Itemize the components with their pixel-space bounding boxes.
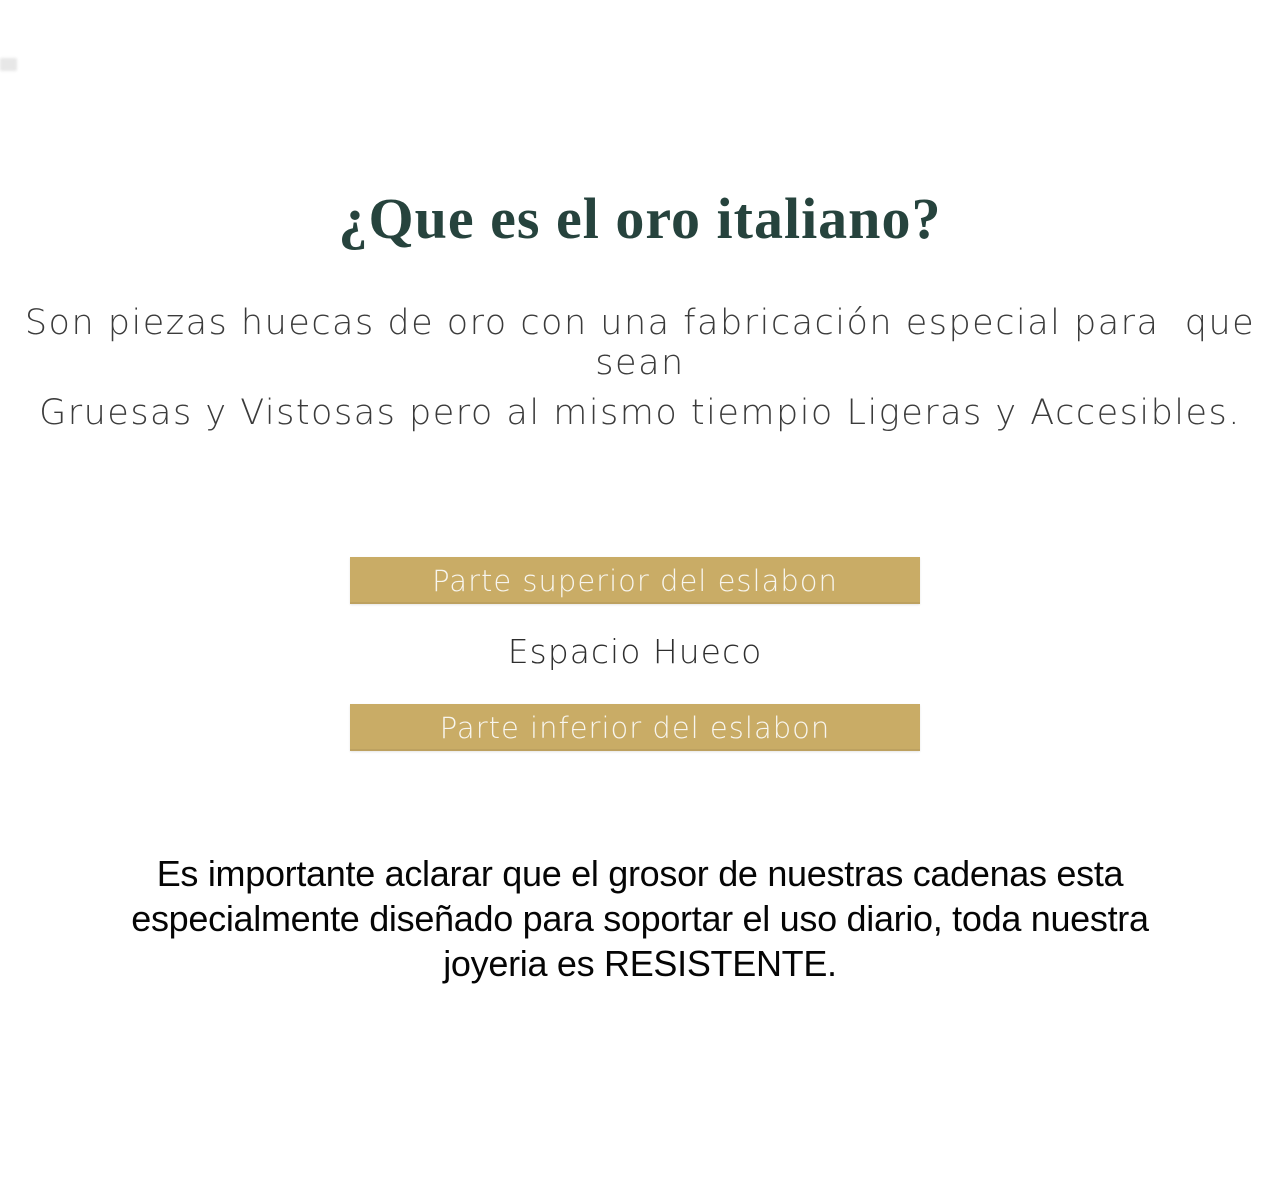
intro-text-line-1: Son piezas huecas de oro con una fabricación especial para que sean [24,303,1268,383]
durability-note-line-3: joyeria es RESISTENTE. [443,943,837,984]
durability-note-line-2: especialmente diseñado para soportar el uso diario, toda nuestra [131,898,1149,939]
durability-note [0,851,1280,986]
diagram-bottom-bar [350,704,920,751]
page-title: ¿Que es el oro italiano? [338,185,942,251]
durability-note-line-1: Es importante aclarar que el grosor de nuestras cadenas esta [156,853,1124,894]
edge-artifact [0,58,17,71]
diagram-hollow-space-label: Espacio Hueco [507,632,763,671]
diagram-top-bar [350,557,920,604]
intro-text-line-2: Gruesas y Vistosas pero al mismo tiempio Ligeras y Accesibles. [39,393,1241,433]
diagram-bottom-bar-label: Parte inferior del eslabon [439,710,831,745]
diagram-top-bar-label: Parte superior del eslabon [432,563,838,598]
